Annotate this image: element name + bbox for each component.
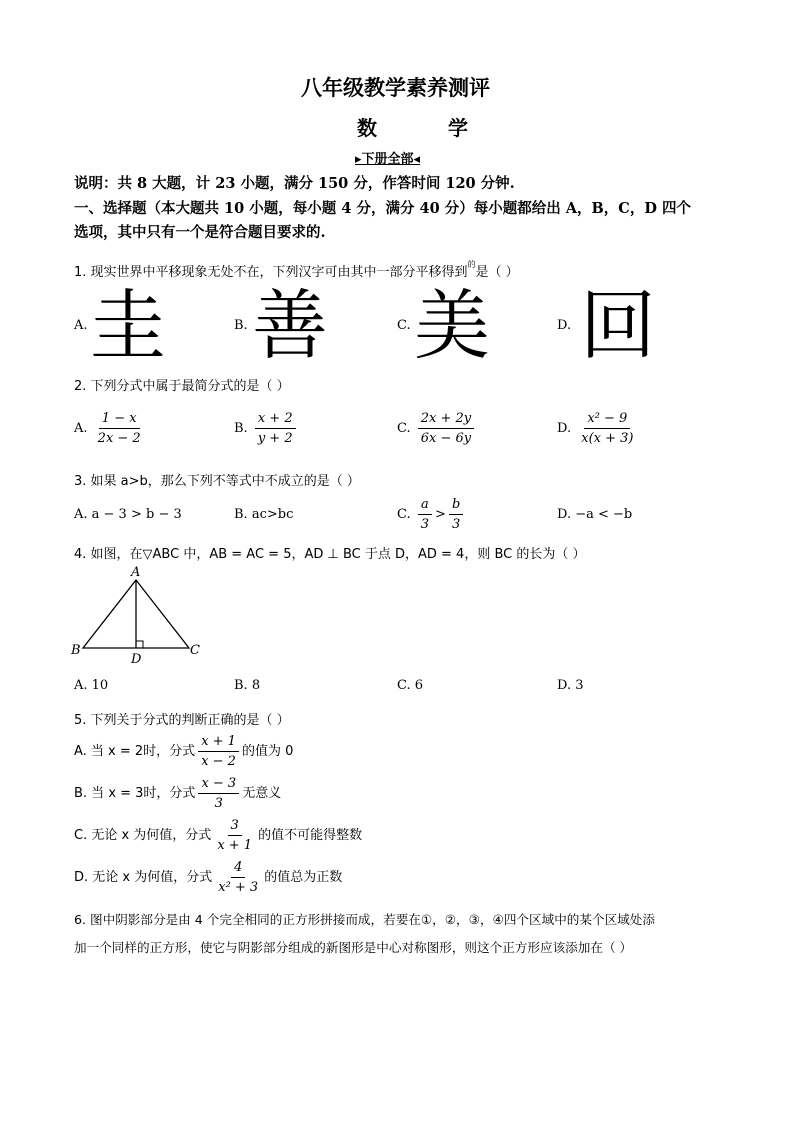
q5-option-b-fraction: $\frac{x - 3}{3}$ [198, 775, 239, 812]
q2-option-b: B. $\frac{x + 2}{y + 2}$ [234, 410, 299, 447]
q4-option-d: D. 3 [557, 678, 584, 693]
q1-option-c-label: C. [397, 318, 411, 333]
q5-option-a-fraction: $\frac{x + 1}{x - 2}$ [198, 733, 239, 770]
q5-option-c: C. 无论 x 为何值，分式 $\frac{3}{x + 1}$ 的值不可能得整数 [74, 818, 363, 853]
q5-option-d: D. 无论 x 为何值，分式 $\frac{4}{\text{x² + 3}}$ 的值总为正数 [74, 860, 343, 895]
question-5-stem: 5. 下列关于分式的判断正确的是（ ） [74, 713, 290, 728]
q1-option-a-char: 圭 [90, 281, 166, 370]
q1-option-b-label: B. [234, 318, 248, 333]
q3-option-d: D. −a < −b [557, 507, 633, 522]
section1-heading-line2: 选项，其中只有一个是符合题目要求的. [74, 224, 326, 241]
q2-option-c-fraction: $\frac{2x + 2y}{6x - 6y}$ [418, 410, 474, 447]
q1-option-c-char: 美 [414, 281, 490, 370]
question-3-stem: 3. 如果 a>b，那么下列不等式中不成立的是（ ） [74, 474, 360, 489]
vertex-label-a: A [131, 565, 141, 580]
q1-option-b-char: 善 [252, 281, 328, 370]
vertex-label-b: B [71, 643, 81, 658]
exam-note: 说明：共 8 大题，计 23 小题，满分 150 分，作答时间 120 分钟. [74, 175, 515, 192]
q3-option-a: A. a − 3 > b − 3 [74, 507, 182, 522]
q5-option-d-fraction: $\frac{4}{\text{x² + 3}}$ [218, 860, 259, 895]
question-2-stem: 2. 下列分式中属于最简分式的是（ ） [74, 379, 290, 394]
q2-option-a-fraction: $\frac{1 - x}{2x - 2}$ [97, 411, 141, 446]
vertex-label-d: D [131, 652, 142, 667]
q2-option-d-fraction: $\frac{\text{x² − 9}}{x(x + 3)}$ [581, 411, 634, 446]
subject-title: 数 学 [357, 116, 500, 140]
q4-option-c: C. 6 [397, 678, 424, 693]
q1-option-a-label: A. [74, 318, 88, 333]
exam-title: 八年级教学素养测评 [301, 76, 490, 100]
question-1-stem: 1. 现实世界中平移现象无处不在，下列汉字可由其中一部分平移得到$^的$是（ ） [74, 260, 519, 280]
q5-option-c-fraction: $\frac{3}{x + 1}$ [217, 818, 253, 853]
q4-option-b: B. 8 [234, 678, 261, 693]
right-angle-mark [136, 641, 143, 648]
q2-option-a: A. $\frac{1 - x}{2x - 2}$ [74, 410, 147, 447]
question-4-stem: 4. 如图，在▽ABC 中，AB = AC = 5，AD ⊥ BC 于点 D，AD = 4，则 BC 的长为（ ） [74, 547, 586, 562]
question-6-stem-line1: 6. 图中阴影部分是由 4 个完全相同的正方形拼接而成，若要在①，②，③，④四个区域中的某个区域处添 [74, 912, 655, 927]
q1-option-d-label: D. [557, 318, 572, 333]
section1-heading-line1: 一、选择题（本大题共 10 小题，每小题 4 分，满分 40 分）每小题都给出 A，B，C，D 四个 [74, 200, 691, 217]
q3-option-c: C. $\frac{a}{3}$ > $\frac{b}{3}$ [397, 496, 466, 533]
q5-option-b: B. 当 x = 3时，分式 $\frac{x - 3}{3}$ 无意义 [74, 776, 282, 811]
q3-option-c-fraction-left: $\frac{a}{3}$ [418, 496, 432, 533]
q3-option-b: B. ac>bc [234, 507, 294, 522]
triangle-figure [66, 562, 216, 672]
q2-option-b-fraction: $\frac{x + 2}{y + 2}$ [255, 410, 296, 447]
q2-option-c: C. $\frac{2x + 2y}{6x - 6y}$ [397, 410, 477, 447]
scope-label: ▸下册全部◂ [355, 152, 421, 167]
q2-option-d: D. $\frac{\text{x² − 9}}{x(x + 3)}$ [557, 410, 639, 447]
q3-option-c-fraction-right: $\frac{b}{3}$ [449, 496, 463, 533]
vertex-label-c: C [190, 643, 200, 658]
q1-option-d-char: 回 [580, 281, 656, 370]
q4-option-a: A. 10 [74, 678, 109, 693]
question-6-stem-line2: 加一个同样的正方形，使它与阴影部分组成的新图形是中心对称图形，则这个正方形应该添加在（ ） [74, 940, 633, 955]
q5-option-a: A. 当 x = 2时，分式 $\frac{x + 1}{x - 2}$ 的值为 0 [74, 734, 294, 769]
